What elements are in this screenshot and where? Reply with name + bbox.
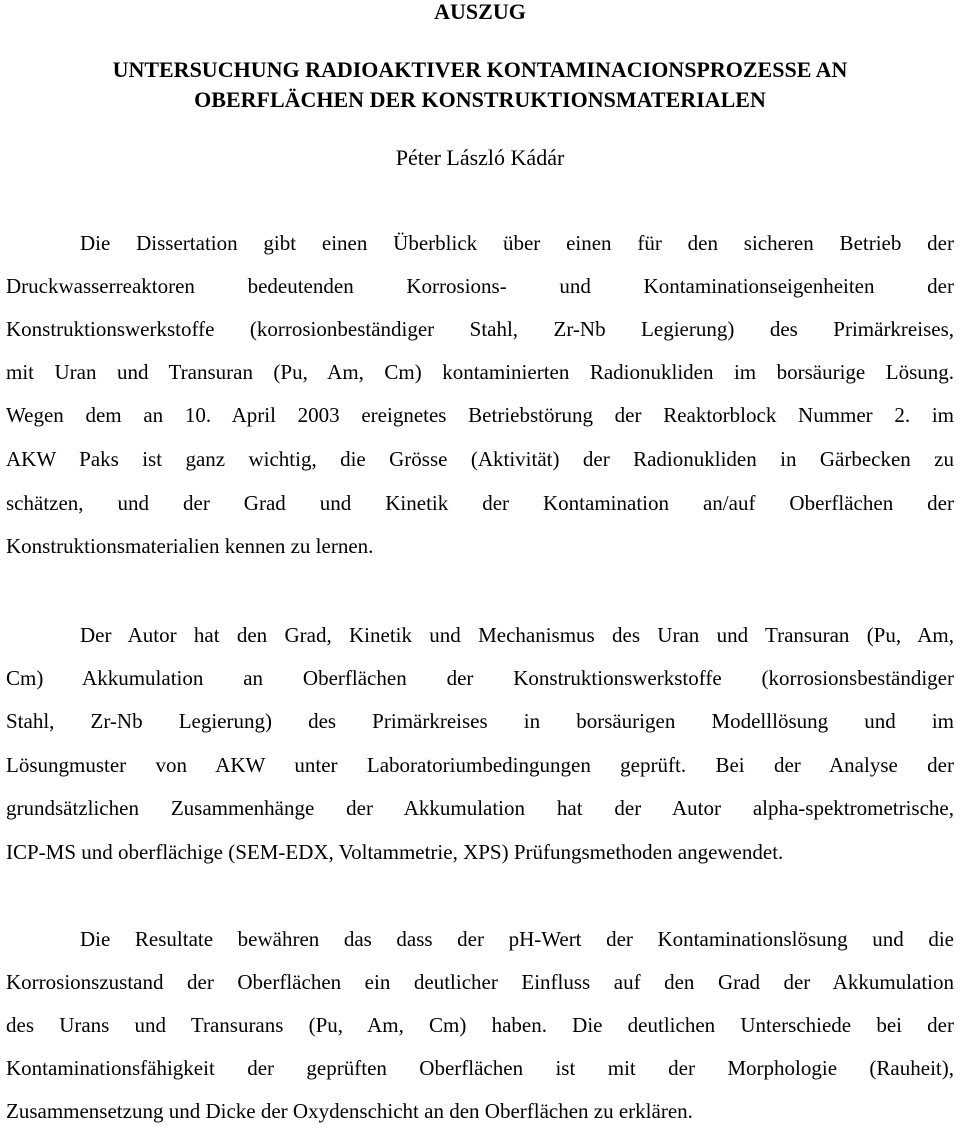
title-line-2: OBERFLÄCHEN DER KONSTRUKTIONSMATERIALEN: [194, 87, 766, 112]
paragraph-line: schätzen, und der Grad und Kinetik der Kontamination an/auf Oberflächen der: [6, 491, 954, 515]
title-line-1: UNTERSUCHUNG RADIOAKTIVER KONTAMINACIONSPROZESSE AN: [112, 57, 848, 82]
paragraph-line: Korrosionszustand der Oberflächen ein deutlicher Einfluss auf den Grad der Akkumulation: [6, 970, 954, 994]
paragraph-line: Druckwasserreaktoren bedeutenden Korrosions- und Kontaminationseigenheiten der: [6, 274, 954, 298]
paragraph-line: Die Resultate bewähren das dass der pH-Wert der Kontaminationslösung und die: [80, 927, 954, 951]
paragraph-line: Stahl, Zr-Nb Legierung) des Primärkreises in borsäurigen Modelllösung und im: [6, 709, 954, 733]
paragraph-line: grundsätzlichen Zusammenhänge der Akkumulation hat der Autor alpha-spektrometrische,: [6, 796, 954, 820]
paragraph-line: ICP-MS und oberflächige (SEM-EDX, Voltammetrie, XPS) Prüfungsmethoden angewendet.: [6, 840, 784, 864]
paragraph-line: Zusammensetzung und Dicke der Oxydenschicht an den Oberflächen zu erklären.: [6, 1099, 693, 1123]
paragraph-line: Cm) Akkumulation an Oberflächen der Konstruktionswerkstoffe (korrosionsbeständiger: [6, 666, 954, 690]
paragraph-line: Konstruktionswerkstoffe (korrosionbeständiger Stahl, Zr-Nb Legierung) des Primärkreises,: [6, 317, 954, 341]
author-name: Péter László Kádár: [395, 145, 565, 170]
paragraph-line: Der Autor hat den Grad, Kinetik und Mechanismus des Uran und Transuran (Pu, Am,: [80, 623, 954, 647]
paragraph-line: Konstruktionsmaterialien kennen zu lernen.: [6, 534, 374, 558]
paragraph-line: des Urans und Transurans (Pu, Am, Cm) haben. Die deutlichen Unterschiede bei der: [6, 1013, 954, 1037]
paragraph-line: mit Uran und Transuran (Pu, Am, Cm) kontaminierten Radionukliden im borsäurige Lösung.: [6, 360, 954, 384]
paragraph-line: AKW Paks ist ganz wichtig, die Grösse (Aktivität) der Radionukliden in Gärbecken zu: [6, 447, 954, 471]
document-heading: AUSZUG: [434, 0, 526, 24]
paragraph-line: Wegen dem an 10. April 2003 ereignetes Betriebstörung der Reaktorblock Nummer 2. im: [6, 403, 954, 427]
paragraph-line: Die Dissertation gibt einen Überblick über einen für den sicheren Betrieb der: [80, 231, 954, 255]
paragraph-line: Kontaminationsfähigkeit der geprüften Oberflächen ist mit der Morphologie (Rauheit),: [6, 1056, 954, 1080]
paragraph-line: Lösungmuster von AKW unter Laboratoriumbedingungen geprüft. Bei der Analyse der: [6, 753, 954, 777]
